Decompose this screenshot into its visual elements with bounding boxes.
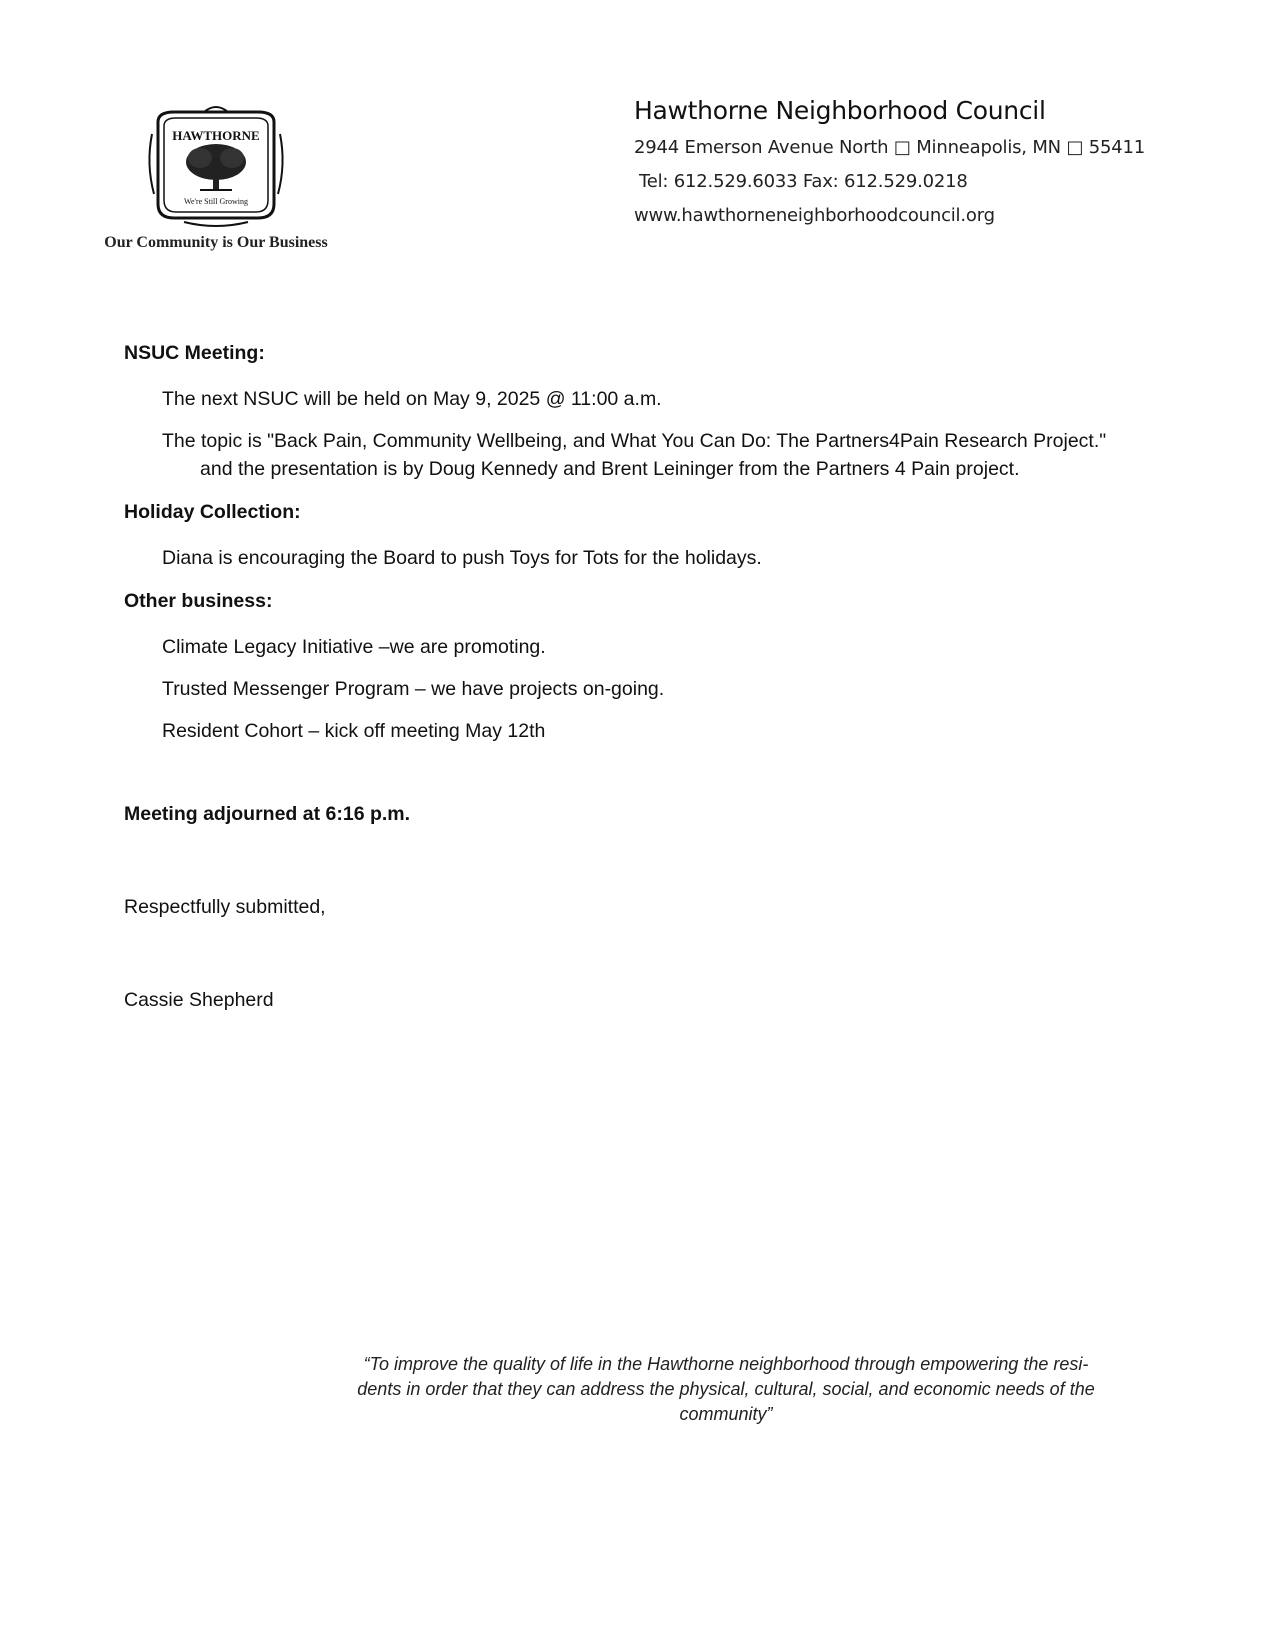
logo-badge-text: HAWTHORNE bbox=[172, 128, 260, 143]
logo-tagline: Our Community is Our Business bbox=[104, 234, 328, 251]
hawthorne-logo bbox=[96, 104, 336, 254]
organization-name: Hawthorne Neighborhood Council bbox=[634, 96, 1046, 125]
logo-badge-emblem bbox=[144, 104, 288, 228]
mission-line: community” bbox=[679, 1404, 773, 1424]
nsuc-topic: The topic is "Back Pain, Community Wellbeing, and What You Can Do: The Partners4Pain Research Project." and the presentation is by Doug Kennedy and Brent Leininger from the Partners 4 Pain project. bbox=[162, 430, 1107, 480]
other-item-cohort: Resident Cohort – kick off meeting May 12th bbox=[162, 720, 546, 742]
organization-address: 2944 Emerson Avenue North □ Minneapolis, MN □ 55411 bbox=[634, 137, 1146, 158]
logo-badge-slogan: We're Still Growing bbox=[184, 197, 248, 206]
other-item-messenger: Trusted Messenger Program – we have projects on-going. bbox=[162, 678, 665, 700]
mission-statement bbox=[326, 1352, 1126, 1427]
organization-website: www.hawthorneneighborhoodcouncil.org bbox=[634, 205, 995, 226]
nsuc-next-meeting: The next NSUC will be held on May 9, 2025 @ 11:00 a.m. bbox=[162, 388, 662, 410]
meeting-adjourned: Meeting adjourned at 6:16 p.m. bbox=[124, 803, 411, 825]
holiday-item: Diana is encouraging the Board to push Toys for Tots for the holidays. bbox=[162, 547, 762, 569]
minutes-content bbox=[124, 342, 1124, 1012]
mission-line: dents in order that they can address the physical, cultural, social, and economic needs of the bbox=[357, 1379, 1095, 1399]
organization-phone-fax: Tel: 612.529.6033 Fax: 612.529.0218 bbox=[639, 171, 968, 192]
signer-name: Cassie Shepherd bbox=[124, 989, 274, 1011]
section-heading-holiday: Holiday Collection: bbox=[124, 501, 301, 523]
other-item-climate: Climate Legacy Initiative –we are promoting. bbox=[162, 636, 546, 658]
organization-header bbox=[634, 96, 1254, 239]
section-heading-other: Other business: bbox=[124, 590, 273, 612]
section-heading-nsuc: NSUC Meeting: bbox=[124, 342, 265, 364]
mission-line: “To improve the quality of life in the Hawthorne neighborhood through empowering the resi- bbox=[363, 1354, 1089, 1374]
signoff: Respectfully submitted, bbox=[124, 896, 326, 918]
